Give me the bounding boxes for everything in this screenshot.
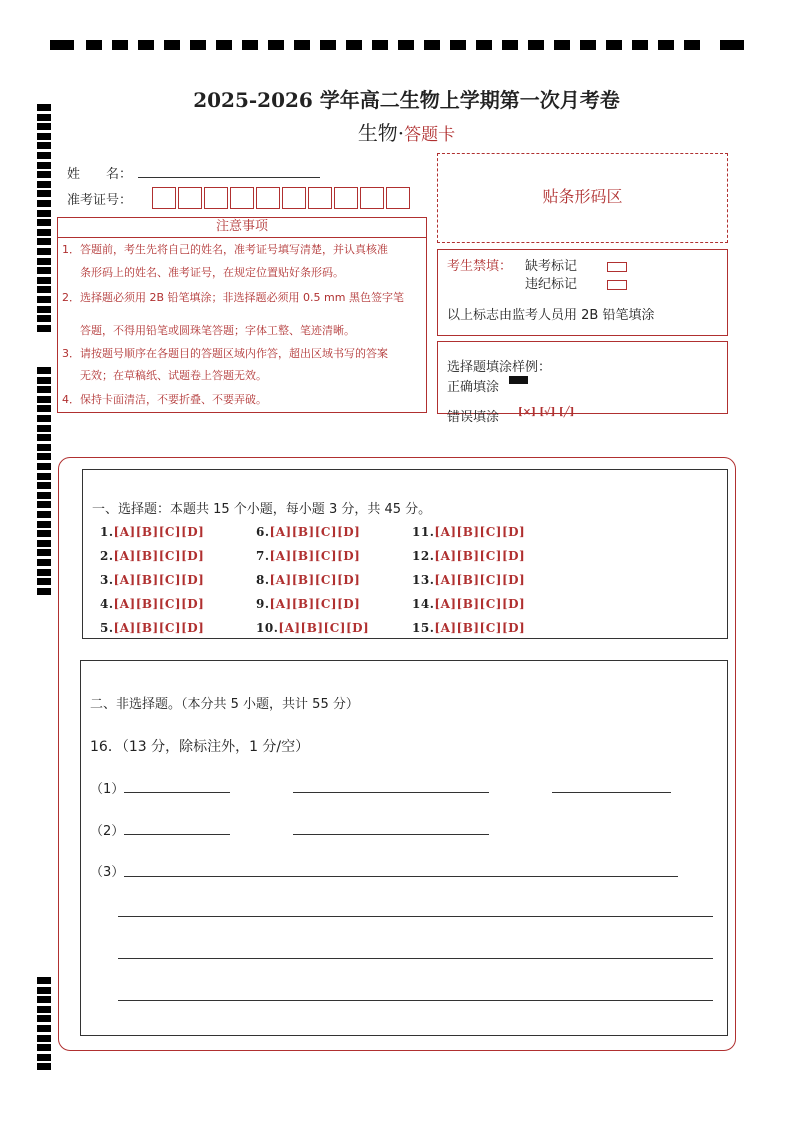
mc-question-6[interactable] — [256, 525, 360, 539]
timing-mark — [37, 377, 51, 384]
id-cell[interactable] — [178, 187, 202, 209]
timing-mark — [37, 521, 51, 528]
timing-mark — [37, 559, 51, 566]
id-cell[interactable] — [386, 187, 410, 209]
absent-mark-box[interactable] — [607, 262, 627, 272]
timing-mark — [37, 386, 51, 393]
page-title: 2025-2026 学年高二生物上学期第一次月考卷 — [193, 88, 620, 112]
mc-question-12[interactable] — [412, 549, 525, 563]
mc-question-3[interactable] — [100, 573, 204, 587]
mc-question-8[interactable] — [256, 573, 360, 587]
id-cell[interactable] — [256, 187, 280, 209]
answer-line-3d[interactable] — [118, 1000, 713, 1001]
mc-options[interactable]: [A][B][C][D] — [113, 525, 205, 539]
mc-options[interactable]: [A][B][C][D] — [113, 597, 205, 611]
absent-mark-label: 缺考标记 — [525, 259, 578, 274]
timing-mark — [37, 296, 51, 303]
mc-question-10[interactable] — [256, 621, 369, 635]
mc-question-1[interactable] — [100, 525, 204, 539]
mc-question-number: 9. — [256, 597, 270, 611]
timing-mark — [37, 511, 51, 518]
timing-mark — [37, 200, 51, 207]
part-2-label: （2） — [90, 824, 125, 839]
mc-options[interactable]: [A][B][C][D] — [434, 621, 526, 635]
mc-question-number: 15. — [412, 621, 435, 635]
mc-options[interactable]: [A][B][C][D] — [113, 573, 205, 587]
timing-mark — [37, 181, 51, 188]
question-16-heading: 16．（13 分，除标注外，1 分/空） — [90, 739, 310, 755]
answer-line-2b[interactable] — [293, 834, 489, 835]
timing-mark — [37, 578, 51, 585]
timing-mark — [37, 473, 51, 480]
notice-item-4: 4．保持卡面清洁，不要折叠、不要弄破。 — [62, 393, 267, 406]
answer-line-1a[interactable] — [124, 792, 230, 793]
mc-question-2[interactable] — [100, 549, 204, 563]
mc-options[interactable]: [A][B][C][D] — [269, 525, 361, 539]
timing-mark — [37, 977, 51, 984]
name-field[interactable] — [138, 177, 320, 178]
violation-mark-label: 违纪标记 — [525, 277, 578, 292]
timing-mark — [37, 463, 51, 470]
mc-question-number: 14. — [412, 597, 435, 611]
id-label: 准考证号： — [67, 193, 133, 208]
mc-options[interactable]: [A][B][C][D] — [269, 597, 361, 611]
timing-mark — [37, 405, 51, 412]
answer-line-1c[interactable] — [552, 792, 671, 793]
mc-options[interactable]: [A][B][C][D] — [113, 621, 205, 635]
mc-options[interactable]: [A][B][C][D] — [269, 573, 361, 587]
timing-mark — [37, 492, 51, 499]
mc-question-13[interactable] — [412, 573, 525, 587]
mc-options[interactable]: [A][B][C][D] — [434, 525, 526, 539]
wrong-fill-samples: [×] [√] [╱] — [518, 407, 575, 418]
answer-line-3a[interactable] — [124, 876, 678, 877]
part-3-label: （3） — [90, 865, 125, 880]
notice-item-2b: 答题，不得用铅笔或圆珠笔答题；字体工整、笔迹清晰。 — [80, 324, 355, 337]
mc-question-7[interactable] — [256, 549, 360, 563]
timing-mark — [37, 1063, 51, 1070]
mc-question-number: 11. — [412, 525, 435, 539]
free-response-box — [80, 660, 728, 1036]
timing-mark — [37, 171, 51, 178]
timing-mark — [37, 210, 51, 217]
mc-question-number: 3. — [100, 573, 114, 587]
timing-mark — [37, 549, 51, 556]
notice-item-1a: 1．答题前，考生先将自己的姓名，准考证号填写清楚，并认真核准 — [62, 243, 388, 256]
timing-mark — [37, 482, 51, 489]
id-cell[interactable] — [282, 187, 306, 209]
mc-question-number: 7. — [256, 549, 270, 563]
mc-question-11[interactable] — [412, 525, 525, 539]
mc-question-15[interactable] — [412, 621, 525, 635]
mc-question-number: 12. — [412, 549, 435, 563]
subject-label: 生物· — [357, 121, 405, 145]
timing-mark — [37, 569, 51, 576]
timing-mark — [37, 277, 51, 284]
barcode-area — [437, 153, 728, 243]
mc-section-heading: 一、选择题：本题共 15 个小题，每小题 3 分，共 45 分。 — [92, 502, 432, 517]
mc-question-number: 6. — [256, 525, 270, 539]
timing-mark — [37, 453, 51, 460]
timing-mark — [37, 1025, 51, 1032]
mc-question-9[interactable] — [256, 597, 360, 611]
answer-line-3c[interactable] — [118, 958, 713, 959]
timing-mark — [37, 501, 51, 508]
timing-marks-top — [50, 38, 744, 52]
timing-mark — [37, 434, 51, 441]
part-1-label: （1） — [90, 782, 125, 797]
mc-options[interactable]: [A][B][C][D] — [434, 549, 526, 563]
timing-mark — [37, 152, 51, 159]
answer-card-label: 答题卡 — [404, 125, 456, 145]
timing-mark — [37, 415, 51, 422]
mc-question-number: 5. — [100, 621, 114, 635]
timing-mark — [37, 315, 51, 322]
correct-fill-sample — [509, 376, 528, 384]
timing-mark — [37, 1006, 51, 1013]
timing-mark — [37, 325, 51, 332]
id-cell[interactable] — [152, 187, 176, 209]
timing-mark — [37, 1015, 51, 1022]
id-cell[interactable] — [230, 187, 254, 209]
wrong-fill-label: 错误填涂 — [447, 410, 500, 425]
mc-question-number: 1. — [100, 525, 114, 539]
notice-heading: 注意事项 — [57, 217, 427, 238]
forbidden-note: 以上标志由监考人员用 2B 铅笔填涂 — [447, 308, 655, 323]
notice-item-3b: 无效；在草稿纸、试题卷上答题无效。 — [80, 369, 267, 382]
notice-item-2a: 2．选择题必须用 2B 铅笔填涂；非选择题必须用 0.5 mm 黑色签字笔 — [62, 291, 404, 304]
answer-line-1b[interactable] — [293, 792, 489, 793]
mc-question-number: 2. — [100, 549, 114, 563]
mc-question-14[interactable] — [412, 597, 525, 611]
timing-mark — [37, 425, 51, 432]
id-cells[interactable] — [150, 187, 410, 209]
notice-item-1b: 条形码上的姓名、准考证号，在规定位置贴好条形码。 — [80, 266, 344, 279]
timing-mark — [37, 306, 51, 313]
id-cell[interactable] — [308, 187, 332, 209]
mc-options[interactable]: [A][B][C][D] — [269, 549, 361, 563]
timing-mark — [37, 996, 51, 1003]
forbidden-label: 考生禁填： — [447, 259, 513, 274]
timing-mark — [37, 588, 51, 595]
mc-options[interactable]: [A][B][C][D] — [113, 549, 205, 563]
timing-mark — [37, 540, 51, 547]
timing-mark — [37, 444, 51, 451]
mc-question-number: 13. — [412, 573, 435, 587]
timing-mark — [37, 367, 51, 374]
timing-mark — [37, 162, 51, 169]
timing-mark — [37, 190, 51, 197]
notice-item-3a: 3．请按题号顺序在各题目的答题区域内作答，超出区域书写的答案 — [62, 347, 388, 360]
id-cell[interactable] — [334, 187, 358, 209]
barcode-label: 贴条形码区 — [542, 187, 623, 206]
timing-mark — [37, 229, 51, 236]
mc-question-number: 8. — [256, 573, 270, 587]
fill-example-heading: 选择题填涂样例： — [447, 360, 552, 375]
timing-mark — [37, 1054, 51, 1061]
timing-mark — [37, 248, 51, 255]
id-cell[interactable] — [204, 187, 228, 209]
timing-mark — [37, 219, 51, 226]
page-subtitle — [0, 117, 793, 146]
mc-options[interactable]: [A][B][C][D] — [278, 621, 370, 635]
id-cell[interactable] — [360, 187, 384, 209]
timing-mark — [37, 238, 51, 245]
mc-question-number: 10. — [256, 621, 279, 635]
name-label: 姓 名： — [67, 167, 133, 182]
timing-mark — [37, 1035, 51, 1042]
mc-options[interactable]: [A][B][C][D] — [434, 573, 526, 587]
mc-question-4[interactable] — [100, 597, 204, 611]
mc-question-5[interactable] — [100, 621, 204, 635]
timing-mark — [37, 258, 51, 265]
violation-mark-box[interactable] — [607, 280, 627, 290]
answer-line-2a[interactable] — [124, 834, 230, 835]
timing-mark — [37, 1044, 51, 1051]
answer-line-3b[interactable] — [118, 916, 713, 917]
timing-mark — [37, 530, 51, 537]
timing-mark — [37, 396, 51, 403]
correct-fill-label: 正确填涂 — [447, 380, 500, 395]
mc-options[interactable]: [A][B][C][D] — [434, 597, 526, 611]
timing-mark — [37, 267, 51, 274]
timing-mark — [37, 286, 51, 293]
mc-question-number: 4. — [100, 597, 114, 611]
timing-mark — [37, 987, 51, 994]
free-response-heading: 二、非选择题。（本分共 5 小题，共计 55 分） — [90, 697, 359, 712]
